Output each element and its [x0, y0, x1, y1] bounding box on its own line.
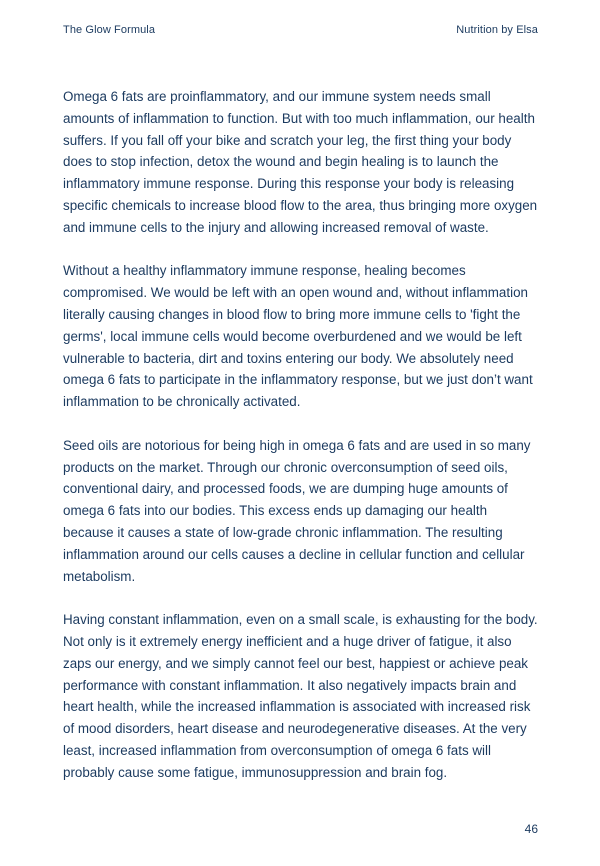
- body-text: [63, 86, 538, 784]
- page-number: 46: [524, 822, 538, 836]
- paragraph-2: Without a healthy inflammatory immune response, healing becomes compromised. We would be left with an open wound and, without inflammation literally causing changes in blood flow to bring more immune cells to 'fight the germs', local immune cells would become overburdened and we would be left vulnerable to bacteria, dirt and toxins entering our body. We absolutely need omega 6 fats to participate in the inflammatory response, but we just don’t want inflammation to be chronically activated.: [63, 263, 533, 410]
- paragraph-4: Having constant inflammation, even on a small scale, is exhausting for the body. Not only is it extremely energy inefficient and a huge driver of fatigue, it also zaps our energy, and we simply cannot feel our best, happiest or achieve peak performance with constant inflammation. It also negatively impacts brain and heart health, while the increased inflammation is associated with increased risk of mood disorders, heart disease and neurodegenerative diseases. At the very least, increased inflammation from overconsumption of omega 6 fats will probably cause some fatigue, immunosuppression and brain fog.: [63, 612, 538, 780]
- document-author: Nutrition by Elsa: [456, 24, 538, 36]
- paragraph-1: Omega 6 fats are proinflammatory, and our immune system needs small amounts of inflammation to function. But with too much inflammation, our health suffers. If you fall off your bike and scratch your leg, the first thing your body does to stop infection, detox the wound and begin healing is to launch the inflammatory immune response. During this response your body is releasing specific chemicals to increase blood flow to the area, thus bringing more oxygen and immune cells to the injury and allowing increased removal of waste.: [63, 89, 538, 235]
- page-header: [63, 24, 538, 36]
- page-footer: [525, 822, 538, 836]
- paragraph-3: Seed oils are notorious for being high in omega 6 fats and are used in so many products on the market. Through our chronic overconsumption of seed oils, conventional dairy, and processed foods, we are dumping huge amounts of omega 6 fats into our bodies. This excess ends up damaging our health because it causes a state of low-grade chronic inflammation. The resulting inflammation around our cells causes a decline in cellular function and cellular metabolism.: [63, 437, 531, 584]
- document-title: The Glow Formula: [63, 24, 156, 36]
